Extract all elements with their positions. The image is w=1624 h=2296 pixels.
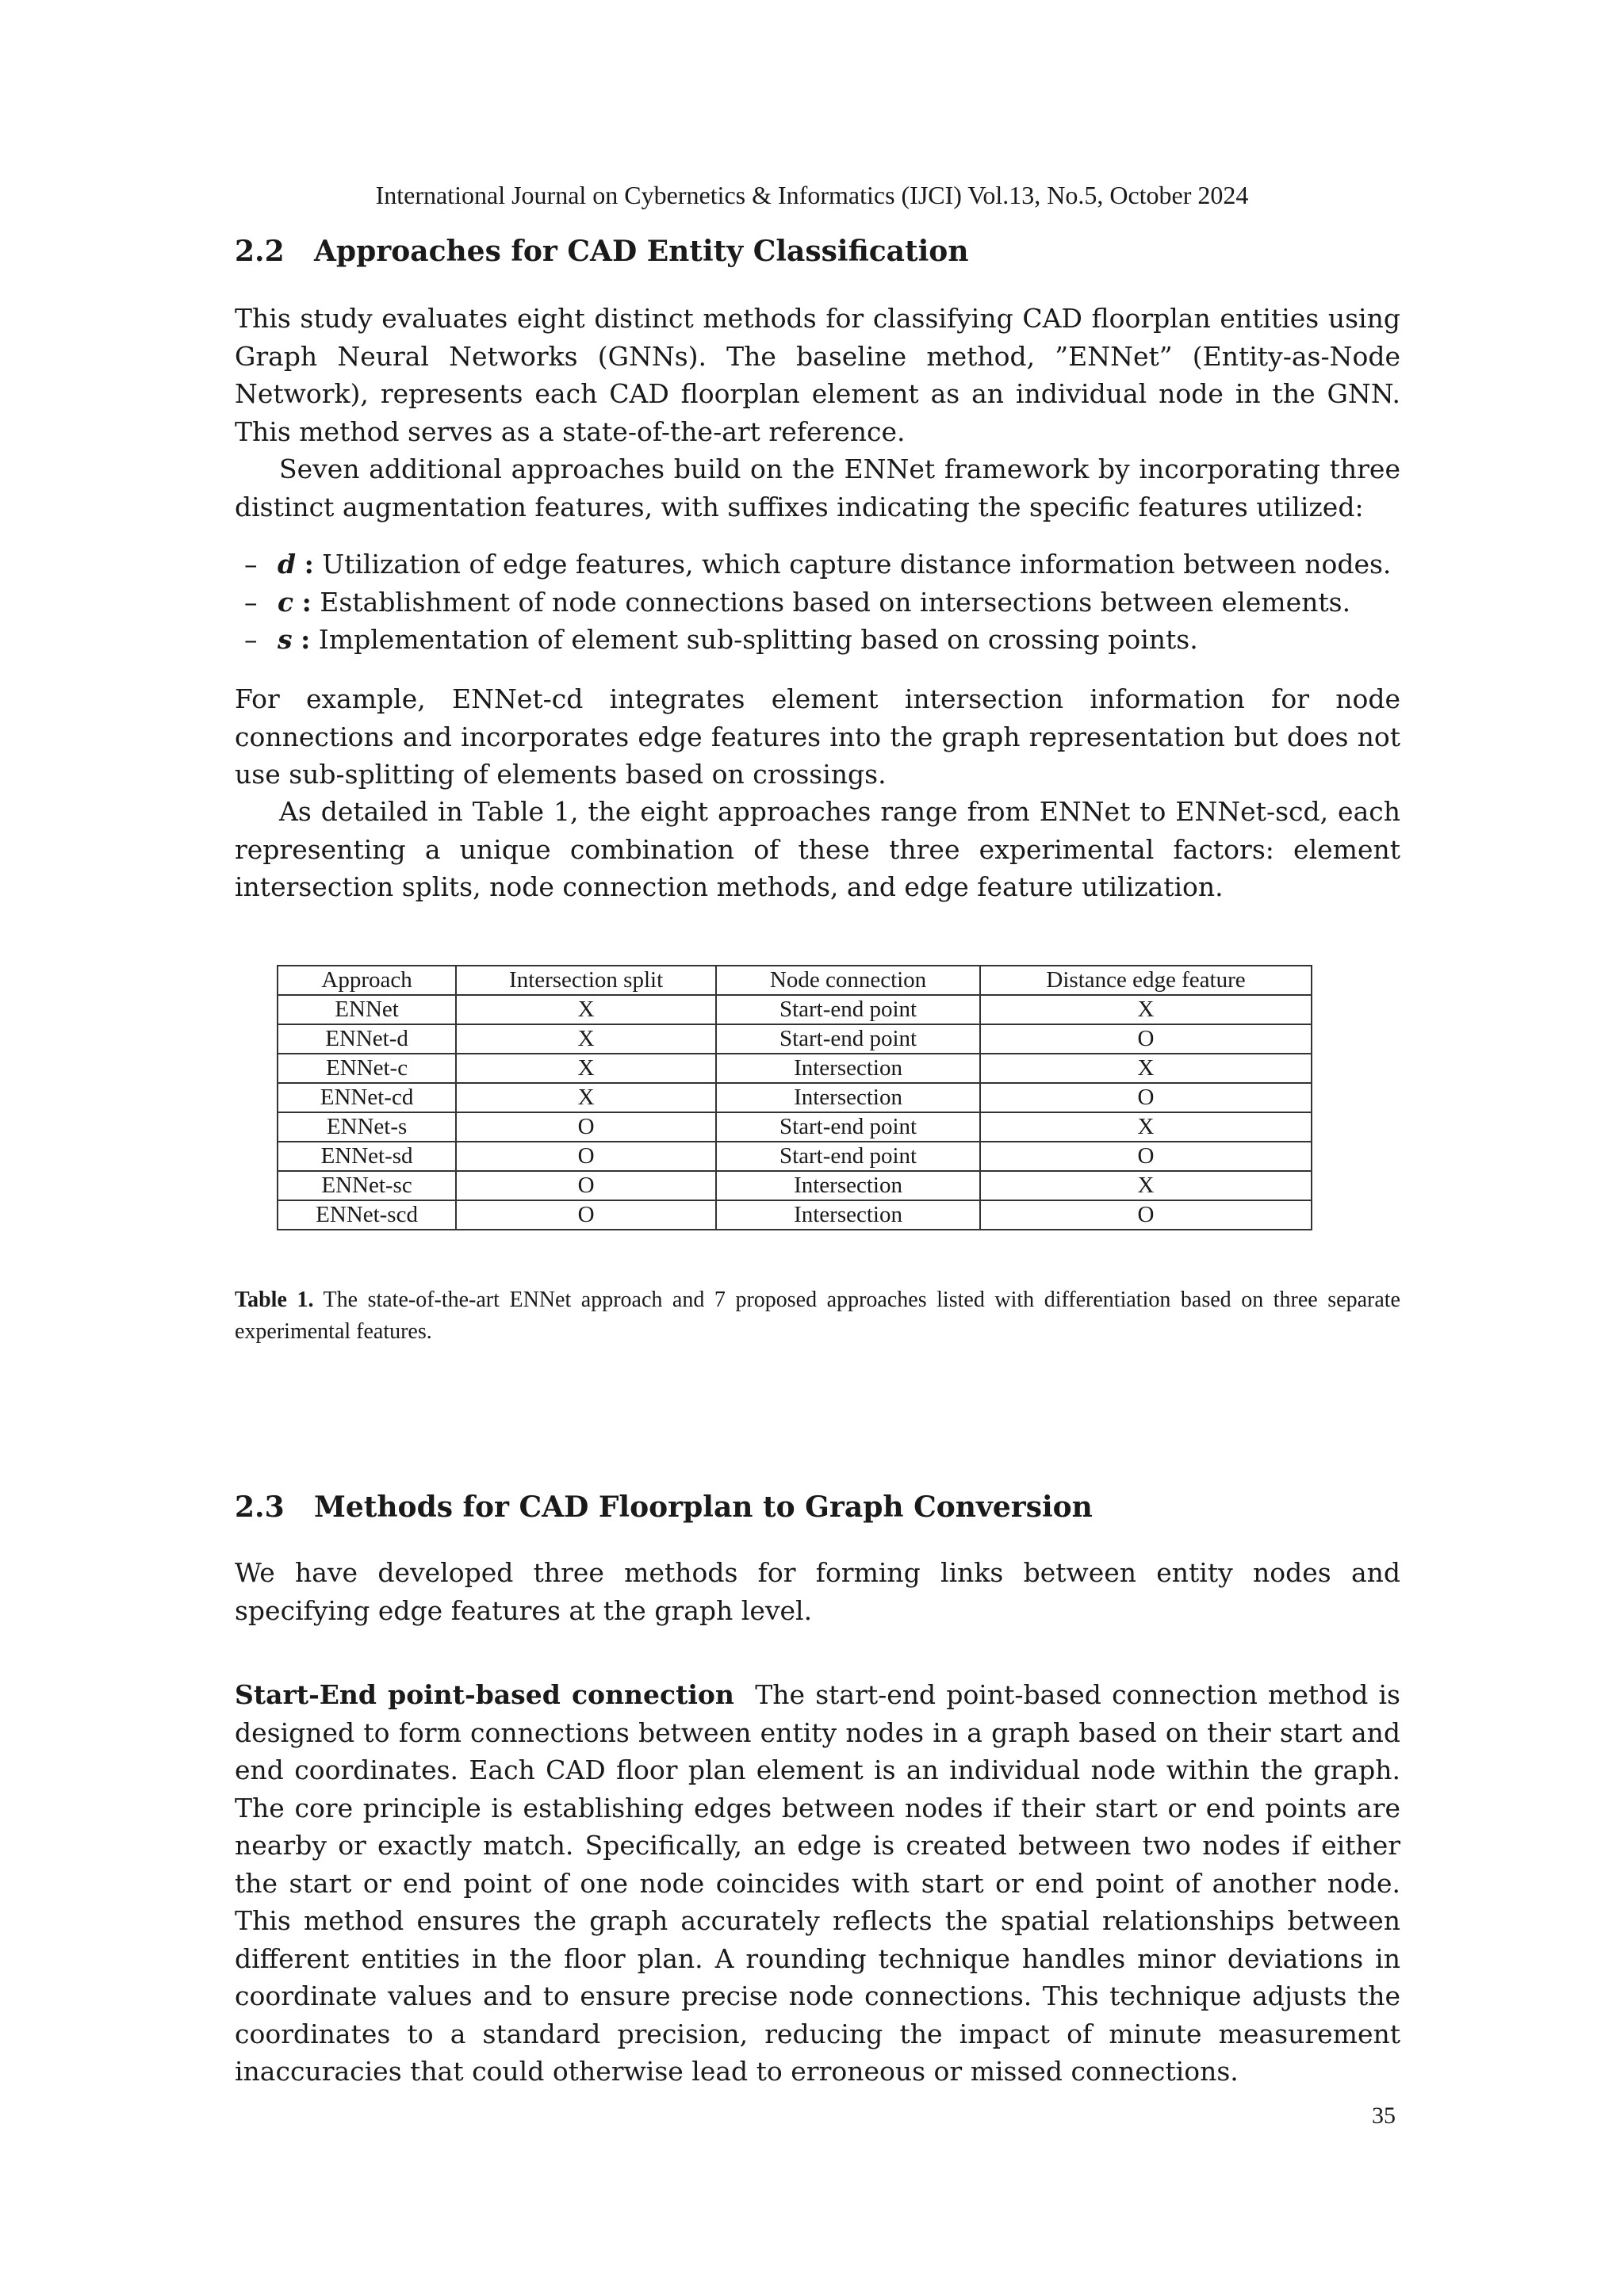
paragraph: As detailed in Table 1, the eight approaches range from ENNet to ENNet-scd, each representing a unique combination of these three experimental factors: element intersection splits, node connection methods, and edge feature utilization. bbox=[235, 796, 1400, 902]
section-number: 2.3 bbox=[235, 1490, 285, 1524]
feature-list bbox=[244, 545, 1402, 659]
table-row bbox=[278, 1083, 1312, 1112]
table-caption-text: The state-of-the-art ENNet approach and 7 proposed approaches listed with differentiation based on three separate experimental features. bbox=[235, 1288, 1400, 1344]
table-cell: ENNet-scd bbox=[278, 1200, 456, 1230]
table-cell: X bbox=[980, 1112, 1312, 1142]
table-header-cell: Node connection bbox=[716, 966, 980, 995]
paragraph-body: The start-end point-based connection method is designed to form connections between entity nodes in a graph based on their start and end coordinates. Each CAD floor plan element is an individual node within the graph. The core principle is establishing edges between nodes if their start or end points are nearby or exactly match. Specifically, an edge is created between two nodes if either the start or end point of one node coincides with start or end point of another node. This method ensures the graph accurately reflects the spatial relationships between different entities in the floor plan. A rounding technique handles minor deviations in coordinate values and to ensure precise node connections. This technique adjusts the coordinates to a standard precision, reducing the impact of minute measurement inaccuracies that could otherwise lead to erroneous or missed connections. bbox=[235, 1679, 1400, 2087]
feature-text: Utilization of edge features, which capture distance information between nodes. bbox=[322, 549, 1392, 580]
table-row bbox=[278, 1054, 1312, 1083]
table-cell: ENNet-d bbox=[278, 1024, 456, 1054]
table-cell: O bbox=[980, 1083, 1312, 1112]
table-cell: O bbox=[456, 1142, 716, 1171]
table-header-row bbox=[278, 966, 1312, 995]
paragraph-run-in-title: Start-End point-based connection bbox=[235, 1679, 734, 1710]
table-cell: Intersection bbox=[716, 1171, 980, 1200]
list-item: – c : Establishment of node connections based on intersections between elements. bbox=[244, 586, 1351, 618]
table-cell: Start-end point bbox=[716, 1112, 980, 1142]
table-row bbox=[278, 1171, 1312, 1200]
table-cell: X bbox=[980, 995, 1312, 1024]
journal-header: International Journal on Cybernetics & Informatics (IJCI) Vol.13, No.5, October 2024 bbox=[375, 181, 1249, 209]
paragraph: For example, ENNet-cd integrates element intersection information for node connections and incorporates edge features into the graph representation but does not use sub-splitting of elements based on crossings. bbox=[235, 683, 1400, 790]
approaches-table bbox=[277, 965, 1312, 1230]
feature-text: Establishment of node connections based on intersections between elements. bbox=[320, 586, 1351, 618]
table-row bbox=[278, 1112, 1312, 1142]
table-cell: O bbox=[456, 1200, 716, 1230]
paragraph: This study evaluates eight distinct methods for classifying CAD floorplan entities using Graph Neural Networks (GNNs). The baseline method, ”ENNet” (Entity-as-Node Network), represents each CAD floorplan element as an individual node in the GNN. This method serves as a state-of-the-art reference. bbox=[235, 303, 1400, 447]
section-title: Approaches for CAD Entity Classification bbox=[314, 235, 969, 268]
page-number: 35 bbox=[1372, 2103, 1396, 2129]
table-header-cell: Intersection split bbox=[456, 966, 716, 995]
table-cell: Start-end point bbox=[716, 995, 980, 1024]
section-2-2-heading bbox=[235, 235, 969, 268]
table-cell: O bbox=[980, 1200, 1312, 1230]
table-cell: X bbox=[456, 1054, 716, 1083]
section-2-3-heading bbox=[235, 1490, 1093, 1524]
feature-key: c bbox=[278, 586, 294, 618]
table-cell: Start-end point bbox=[716, 1024, 980, 1054]
table-cell: ENNet-cd bbox=[278, 1083, 456, 1112]
table-cell: Intersection bbox=[716, 1054, 980, 1083]
table-cell: X bbox=[980, 1171, 1312, 1200]
section-title: Methods for CAD Floorplan to Graph Conversion bbox=[314, 1490, 1093, 1524]
table-header-cell: Distance edge feature bbox=[980, 966, 1312, 995]
table-row bbox=[278, 995, 1312, 1024]
table-cell: ENNet-sd bbox=[278, 1142, 456, 1171]
table-caption-label: Table 1. bbox=[235, 1288, 314, 1312]
table-cell: X bbox=[980, 1054, 1312, 1083]
table-row bbox=[278, 1024, 1312, 1054]
table-cell: Start-end point bbox=[716, 1142, 980, 1171]
table-cell: Intersection bbox=[716, 1200, 980, 1230]
paragraph: Seven additional approaches build on the ENNet framework by incorporating three distinct augmentation features, with suffixes indicating the specific features utilized: bbox=[235, 453, 1400, 522]
list-item: – s : Implementation of element sub-splitting based on crossing points. bbox=[244, 624, 1198, 655]
table-cell: X bbox=[456, 1083, 716, 1112]
table-cell: X bbox=[456, 1024, 716, 1054]
table-cell: ENNet-c bbox=[278, 1054, 456, 1083]
table-row bbox=[278, 1142, 1312, 1171]
table-row bbox=[278, 1200, 1312, 1230]
table-cell: ENNet-sc bbox=[278, 1171, 456, 1200]
table-cell: O bbox=[456, 1171, 716, 1200]
paragraph: We have developed three methods for forming links between entity nodes and specifying edge features at the graph level. bbox=[235, 1557, 1400, 1626]
table-header-cell: Approach bbox=[278, 966, 456, 995]
table-cell: O bbox=[980, 1142, 1312, 1171]
feature-text: Implementation of element sub-splitting based on crossing points. bbox=[318, 624, 1198, 655]
table-cell: ENNet bbox=[278, 995, 456, 1024]
paragraph bbox=[235, 1676, 1400, 2091]
table-cell: Intersection bbox=[716, 1083, 980, 1112]
table-cell: O bbox=[456, 1112, 716, 1142]
section-number: 2.2 bbox=[235, 235, 285, 268]
list-item: – d : Utilization of edge features, which capture distance information between nodes. bbox=[244, 549, 1392, 580]
table-cell: ENNet-s bbox=[278, 1112, 456, 1142]
table-cell: O bbox=[980, 1024, 1312, 1054]
feature-key: s bbox=[278, 624, 293, 655]
table-cell: X bbox=[456, 995, 716, 1024]
table-caption bbox=[235, 1284, 1400, 1348]
feature-key: d bbox=[278, 549, 297, 580]
